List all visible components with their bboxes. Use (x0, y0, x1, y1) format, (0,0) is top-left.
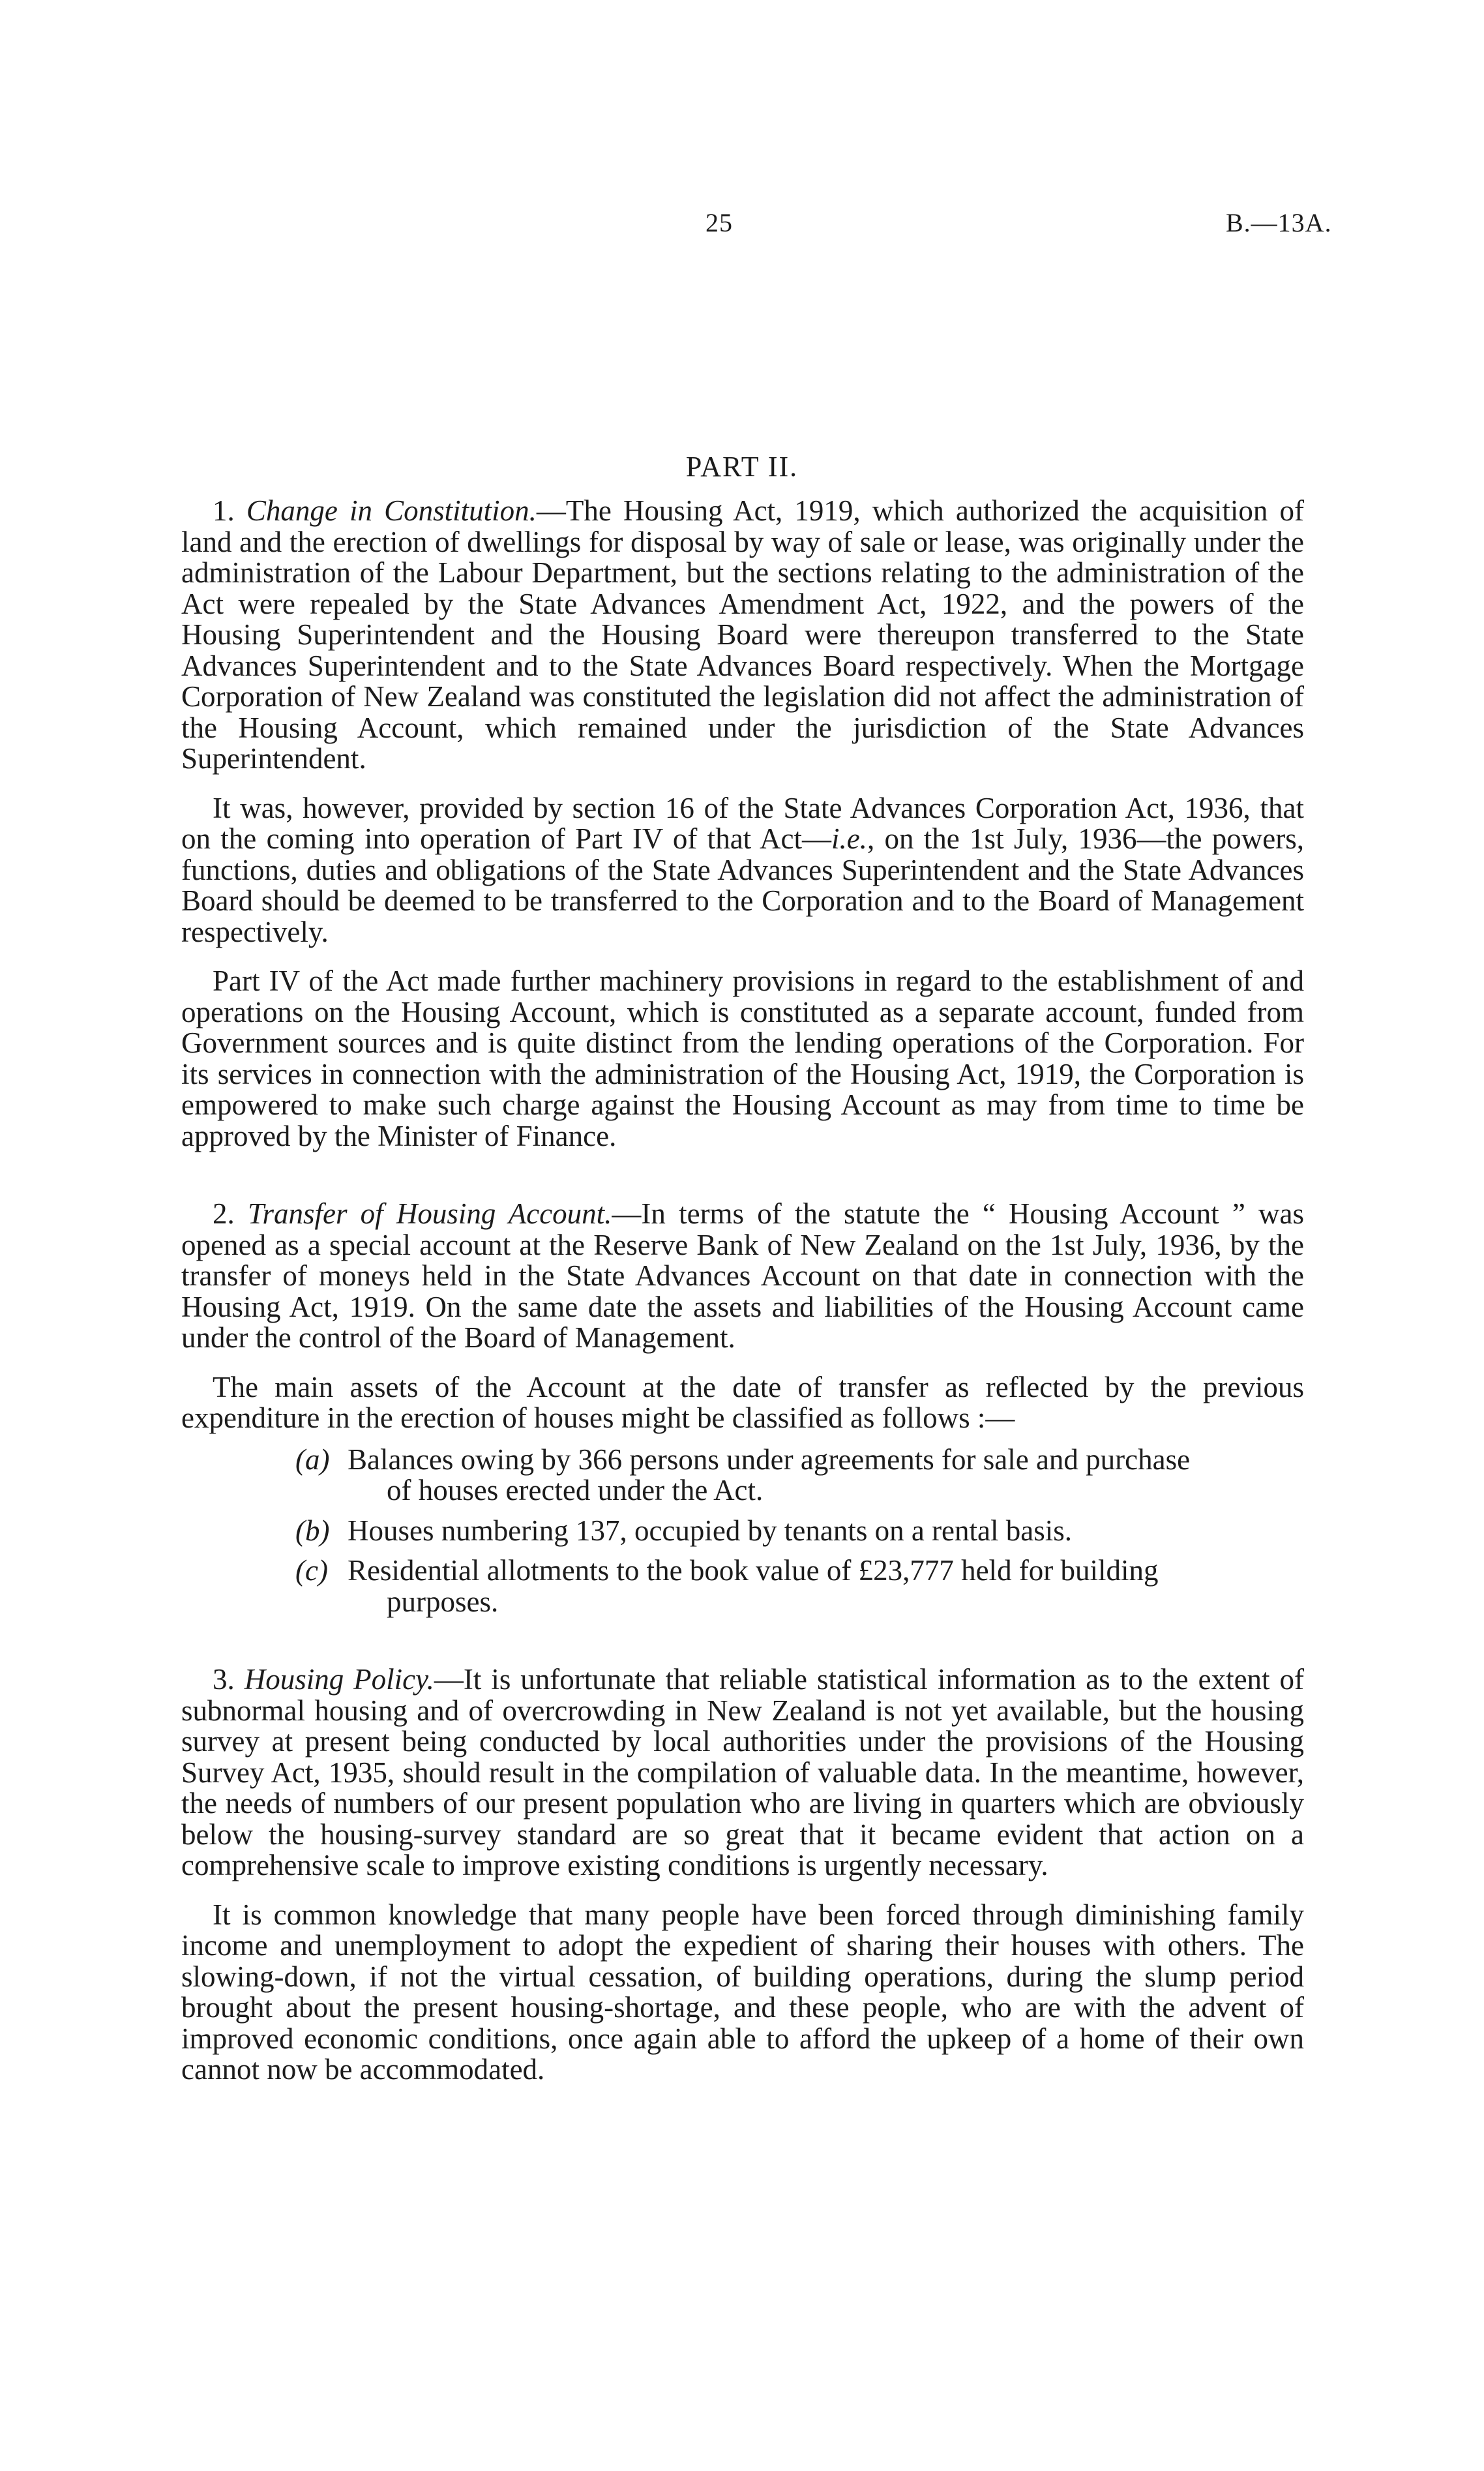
document-reference: B.—13A. (1226, 208, 1332, 237)
list-item-text (348, 1445, 1304, 1506)
page-header (0, 207, 1484, 247)
section-1-paragraph-3: Part IV of the Act made further machinery provisions in regard to the establishment of and operations on the Housing Account, which is constituted as a separate account, funded from Government sources and is quite distinct from the lending operations of the Corporation. For its services in connection with the administration of the Housing Act, 1919, the Corporation is empowered to make such charge against the Housing Account as may from time to time be approved by the Minister of Finance. (181, 965, 1304, 1152)
list-item-label: (a) (295, 1443, 330, 1476)
list-item-line: Houses numbering 137, occupied by tenants on a rental basis. (348, 1514, 1073, 1547)
section-3-number: 3. (213, 1663, 235, 1696)
section-1-paragraph-2 (181, 793, 1304, 948)
section-1-paragraph-1 (181, 496, 1304, 775)
section-1-para-2-text-a: It was, however, provided by section 16 of the State Advances Corporation Act, 1936, that on the coming into operation of Part IV of that Act— (181, 791, 1304, 855)
page-number: 25 (705, 208, 733, 237)
list-item (295, 1555, 1304, 1617)
list-item-line-continued: of houses erected under the Act. (387, 1474, 764, 1506)
section-1-para-2-text-b: , on the 1st July, 1936—the powers, functions, duties and obligations of the State Advances Superintendent and the State Advances Board should be deemed to be transferred to the Corporation and to the Board of Management respectively. (181, 822, 1304, 948)
list-item-line-continued: purposes. (387, 1585, 499, 1618)
section-1-title: Change in Constitution. (246, 494, 537, 527)
part-heading: PART II. (685, 451, 799, 483)
document-body (181, 496, 1304, 2086)
list-item-text (348, 1516, 1304, 1547)
list-item-line: Residential allotments to the book value of £23,777 held for building (348, 1554, 1159, 1587)
section-3-text: —It is unfortunate that reliable statistical information as to the extent of subnormal housing and of overcrowding in New Zealand is not yet available, but the housing survey at present being conducted by local authorities under the provisions of the Housing Survey Act, 1935, should result in the compilation of valuable data. In the meantime, however, the needs of numbers of our present population who are living in quarters which are obviously below the housing-survey standard are so great that it became evident that action on a comprehensive scale to improve existing conditions is urgently necessary. (181, 1663, 1304, 1881)
section-1-para-2-ie: i.e. (831, 822, 867, 855)
list-item-label: (b) (295, 1514, 330, 1547)
section-3-title: Housing Policy. (244, 1663, 434, 1696)
section-1-number: 1. (213, 494, 235, 527)
list-item (295, 1445, 1304, 1506)
section-2-text: —In terms of the statute the “ Housing Account ” was opened as a special account at the Reserve Bank of New Zealand on the 1st July, 1936, by the transfer of moneys held in the State Advances Account on that date in connection with the Housing Act, 1919. On the same date the assets and liabilities of the Housing Account came under the control of the Board of Management. (181, 1197, 1304, 1354)
list-item (295, 1516, 1304, 1547)
section-3-paragraph-1 (181, 1664, 1304, 1881)
list-item-line: Balances owing by 366 persons under agreements for sale and purchase (348, 1443, 1191, 1476)
list-item-text (348, 1555, 1304, 1617)
asset-list (181, 1445, 1304, 1618)
section-2-paragraph-2: The main assets of the Account at the date of transfer as reflected by the previous expenditure in the erection of houses might be classified as follows :— (181, 1370, 1304, 1434)
list-item-label: (c) (295, 1554, 328, 1587)
section-1-text: —The Housing Act, 1919, which authorized the acquisition of land and the erection of dwellings for disposal by way of sale or lease, was originally under the administration of the Labour Department, but the sections relating to the administration of the Act were repealed by the State Advances Amendment Act, 1922, and the powers of the Housing Superintendent and the Housing Board were thereupon transferred to the State Advances Superintendent and to the State Advances Board respectively. When the Mortgage Corporation of New Zealand was constituted the legislation did not affect the administration of the Housing Account, which remained under the jurisdiction of the State Advances Superintendent. (181, 494, 1304, 775)
section-3-paragraph-2: It is common knowledge that many people have been forced through diminishing family income and unemployment to adopt the expedient of sharing their houses with others. The slowing-down, if not the virtual cessation, of building operations, during the slump period brought about the present housing-shortage, and these people, who are with the advent of improved economic conditions, once again able to afford the upkeep of a home of their own cannot now be accommodated. (181, 1898, 1304, 2086)
section-2-title: Transfer of Housing Account. (247, 1197, 612, 1230)
section-2-number: 2. (213, 1197, 235, 1230)
section-2-paragraph-1 (181, 1199, 1304, 1354)
